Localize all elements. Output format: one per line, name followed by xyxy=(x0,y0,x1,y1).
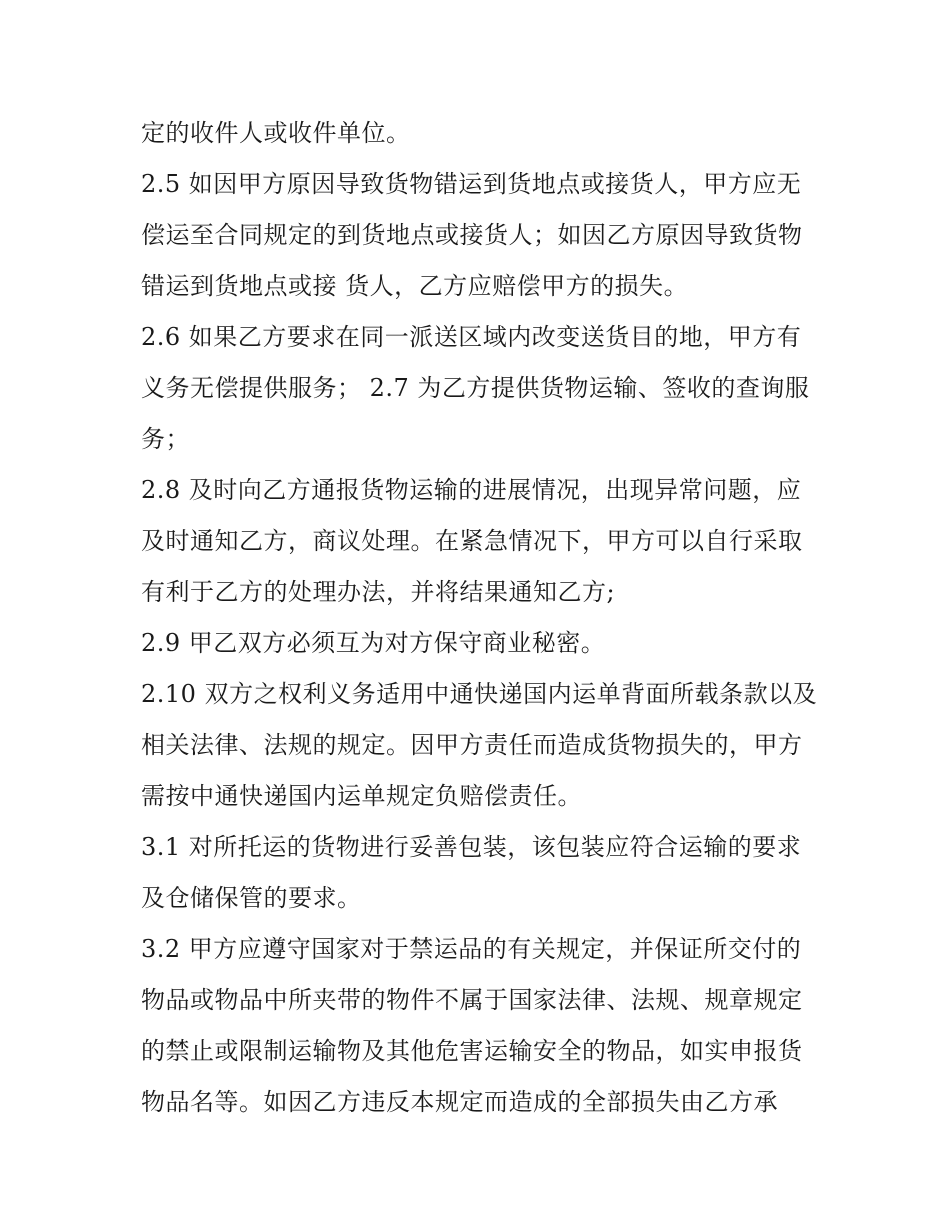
text-line: 义务无偿提供服务； 2.7 为乙方提供货物运输、签收的查询服 xyxy=(141,374,810,402)
text-line: 错运到货地点或接 货人，乙方应赔偿甲方的损失。 xyxy=(141,272,689,300)
text-line: 的禁止或限制运输物及其他危害运输安全的物品，如实申报货 xyxy=(141,1037,803,1065)
text-line: 务； xyxy=(141,425,190,453)
text-line: 物品或物品中所夹带的物件不属于国家法律、法规、规章规定 xyxy=(141,986,803,1014)
text-line: 3.1 对所托运的货物进行妥善包装，该包装应符合运输的要求 xyxy=(141,833,802,861)
text-line: 2.5 如因甲方原因导致货物错运到货地点或接货人，甲方应无 xyxy=(141,170,802,198)
text-line: 物品名等。如因乙方违反本规定而造成的全部损失由乙方承 xyxy=(141,1088,778,1116)
text-line: 及仓储保管的要求。 xyxy=(141,884,362,912)
text-line: 偿运至合同规定的到货地点或接货人；如因乙方原因导致货物 xyxy=(141,221,803,249)
text-line: 有利于乙方的处理办法，并将结果通知乙方; xyxy=(141,578,616,606)
text-line: 2.6 如果乙方要求在同一派送区域内改变送货目的地，甲方有 xyxy=(141,323,802,351)
text-line: 需按中通快递国内运单规定负赔偿责任。 xyxy=(141,782,582,810)
text-line: 2.9 甲乙双方必须互为对方保守商业秘密。 xyxy=(141,629,606,657)
text-line: 3.2 甲方应遵守国家对于禁运品的有关规定，并保证所交付的 xyxy=(141,935,802,963)
text-line: 2.8 及时向乙方通报货物运输的进展情况，出现异常问题，应 xyxy=(141,476,802,504)
document-body xyxy=(141,108,831,1128)
text-line: 2.10 双方之权利义务适用中通快递国内运单背面所载条款以及 xyxy=(141,680,818,708)
text-line: 及时通知乙方，商议处理。在紧急情况下，甲方可以自行采取 xyxy=(141,527,803,555)
text-line: 定的收件人或收件单位。 xyxy=(141,119,411,147)
text-line: 相关法律、法规的规定。因甲方责任而造成货物损失的，甲方 xyxy=(141,731,803,759)
